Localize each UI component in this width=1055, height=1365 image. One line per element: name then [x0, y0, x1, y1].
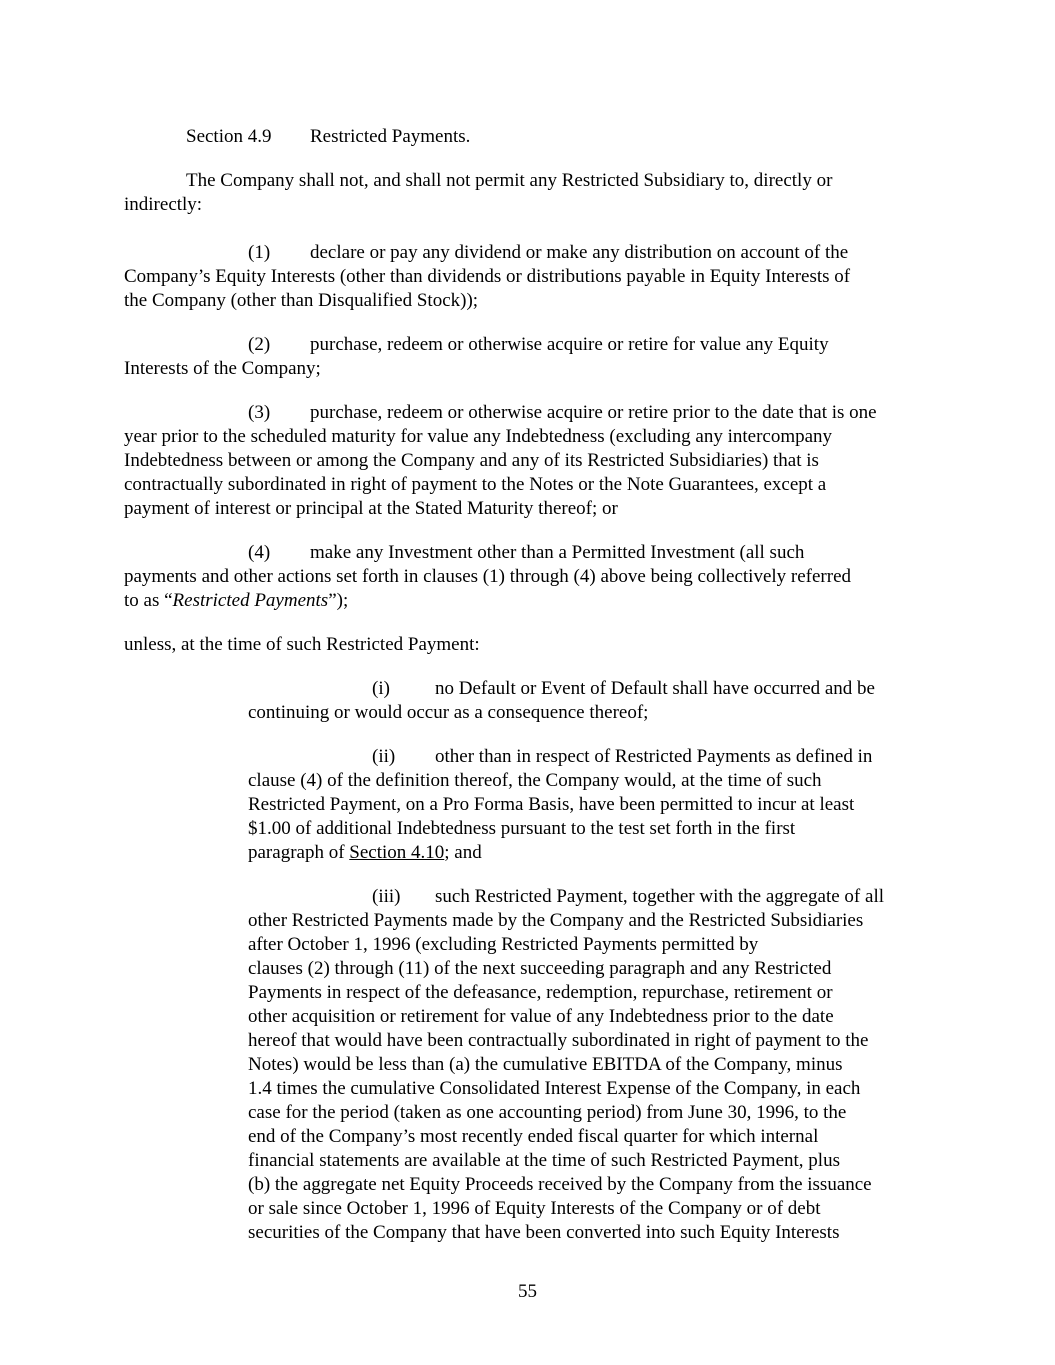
text-line: The Company shall not, and shall not permit any Restricted Subsidiary to, directly or	[186, 170, 833, 191]
text-line: case for the period (taken as one accounting period) from June 30, 1996, to the	[248, 1102, 847, 1123]
clause-label: (i)	[372, 678, 390, 699]
clause-label: (4)	[248, 542, 271, 563]
text-line	[248, 841, 482, 865]
text-line: contractually subordinated in right of payment to the Notes or the Note Guarantees, except a	[124, 474, 827, 495]
text-line: Payments in respect of the defeasance, redemption, repurchase, retirement or	[248, 982, 833, 1003]
section-cross-reference-link[interactable]: Section 4.10	[349, 842, 445, 863]
text-line: (b) the aggregate net Equity Proceeds received by the Company from the issuance	[248, 1174, 872, 1195]
text-line: Interests of the Company;	[124, 358, 321, 379]
text-line: securities of the Company that have been converted into such Equity Interests	[248, 1222, 840, 1243]
text-line: financial statements are available at the time of such Restricted Payment, plus	[248, 1150, 840, 1171]
text-line: declare or pay any dividend or make any distribution on account of the	[310, 242, 849, 263]
text-line: make any Investment other than a Permitted Investment (all such	[310, 542, 805, 563]
text-line: year prior to the scheduled maturity for value any Indebtedness (excluding any intercompany	[124, 426, 833, 447]
text-line: hereof that would have been contractually subordinated in right of payment to the	[248, 1030, 869, 1051]
text-line: end of the Company’s most recently ended fiscal quarter for which internal	[248, 1126, 819, 1147]
text-line: purchase, redeem or otherwise acquire or retire for value any Equity	[310, 334, 829, 355]
text-segment: ; and	[444, 842, 482, 863]
text-line: after October 1, 1996 (excluding Restricted Payments permitted by	[248, 934, 759, 955]
text-line	[124, 589, 348, 613]
text-line: payment of interest or principal at the Stated Maturity thereof; or	[124, 498, 618, 519]
text-line: payments and other actions set forth in clauses (1) through (4) above being collectively referred	[124, 566, 852, 587]
text-line: Company’s Equity Interests (other than dividends or distributions payable in Equity Interests of	[124, 266, 851, 287]
text-segment: paragraph of	[248, 842, 350, 863]
text-line: clause (4) of the definition thereof, the Company would, at the time of such	[248, 770, 822, 791]
text-line: Restricted Payment, on a Pro Forma Basis, have been permitted to incur at least	[248, 794, 855, 815]
text-line: purchase, redeem or otherwise acquire or retire prior to the date that is one	[310, 402, 877, 423]
clause-label: (3)	[248, 402, 271, 423]
text-line: unless, at the time of such Restricted Payment:	[124, 634, 480, 655]
text-line: other Restricted Payments made by the Company and the Restricted Subsidiaries	[248, 910, 864, 931]
text-line: $1.00 of additional Indebtedness pursuant to the test set forth in the first	[248, 818, 796, 839]
text-segment: to as “	[124, 590, 173, 611]
text-segment: ”);	[328, 590, 349, 611]
text-line: 1.4 times the cumulative Consolidated Interest Expense of the Company, in each	[248, 1078, 861, 1099]
text-line: clauses (2) through (11) of the next succeeding paragraph and any Restricted	[248, 958, 832, 979]
text-line: other acquisition or retirement for value of any Indebtedness prior to the date	[248, 1006, 834, 1027]
text-line: Restricted Payments.	[310, 126, 471, 147]
text-line: Notes) would be less than (a) the cumulative EBITDA of the Company, minus	[248, 1054, 843, 1075]
clause-label: Section 4.9	[186, 126, 272, 147]
text-line: the Company (other than Disqualified Stock));	[124, 290, 479, 311]
page-number: 55	[518, 1281, 537, 1302]
defined-term: Restricted Payments	[172, 590, 329, 611]
text-line: or sale since October 1, 1996 of Equity Interests of the Company or of debt	[248, 1198, 821, 1219]
text-line: no Default or Event of Default shall have occurred and be	[435, 678, 875, 699]
clause-label: (ii)	[372, 746, 396, 767]
text-line: continuing or would occur as a consequence thereof;	[248, 702, 649, 723]
clause-label: (2)	[248, 334, 271, 355]
clause-label: (1)	[248, 242, 271, 263]
text-line: such Restricted Payment, together with the aggregate of all	[435, 886, 884, 907]
clause-label: (iii)	[372, 886, 401, 907]
text-line: indirectly:	[124, 194, 203, 215]
text-line: Indebtedness between or among the Company and any of its Restricted Subsidiaries) that is	[124, 450, 819, 471]
text-line: other than in respect of Restricted Payments as defined in	[435, 746, 873, 767]
